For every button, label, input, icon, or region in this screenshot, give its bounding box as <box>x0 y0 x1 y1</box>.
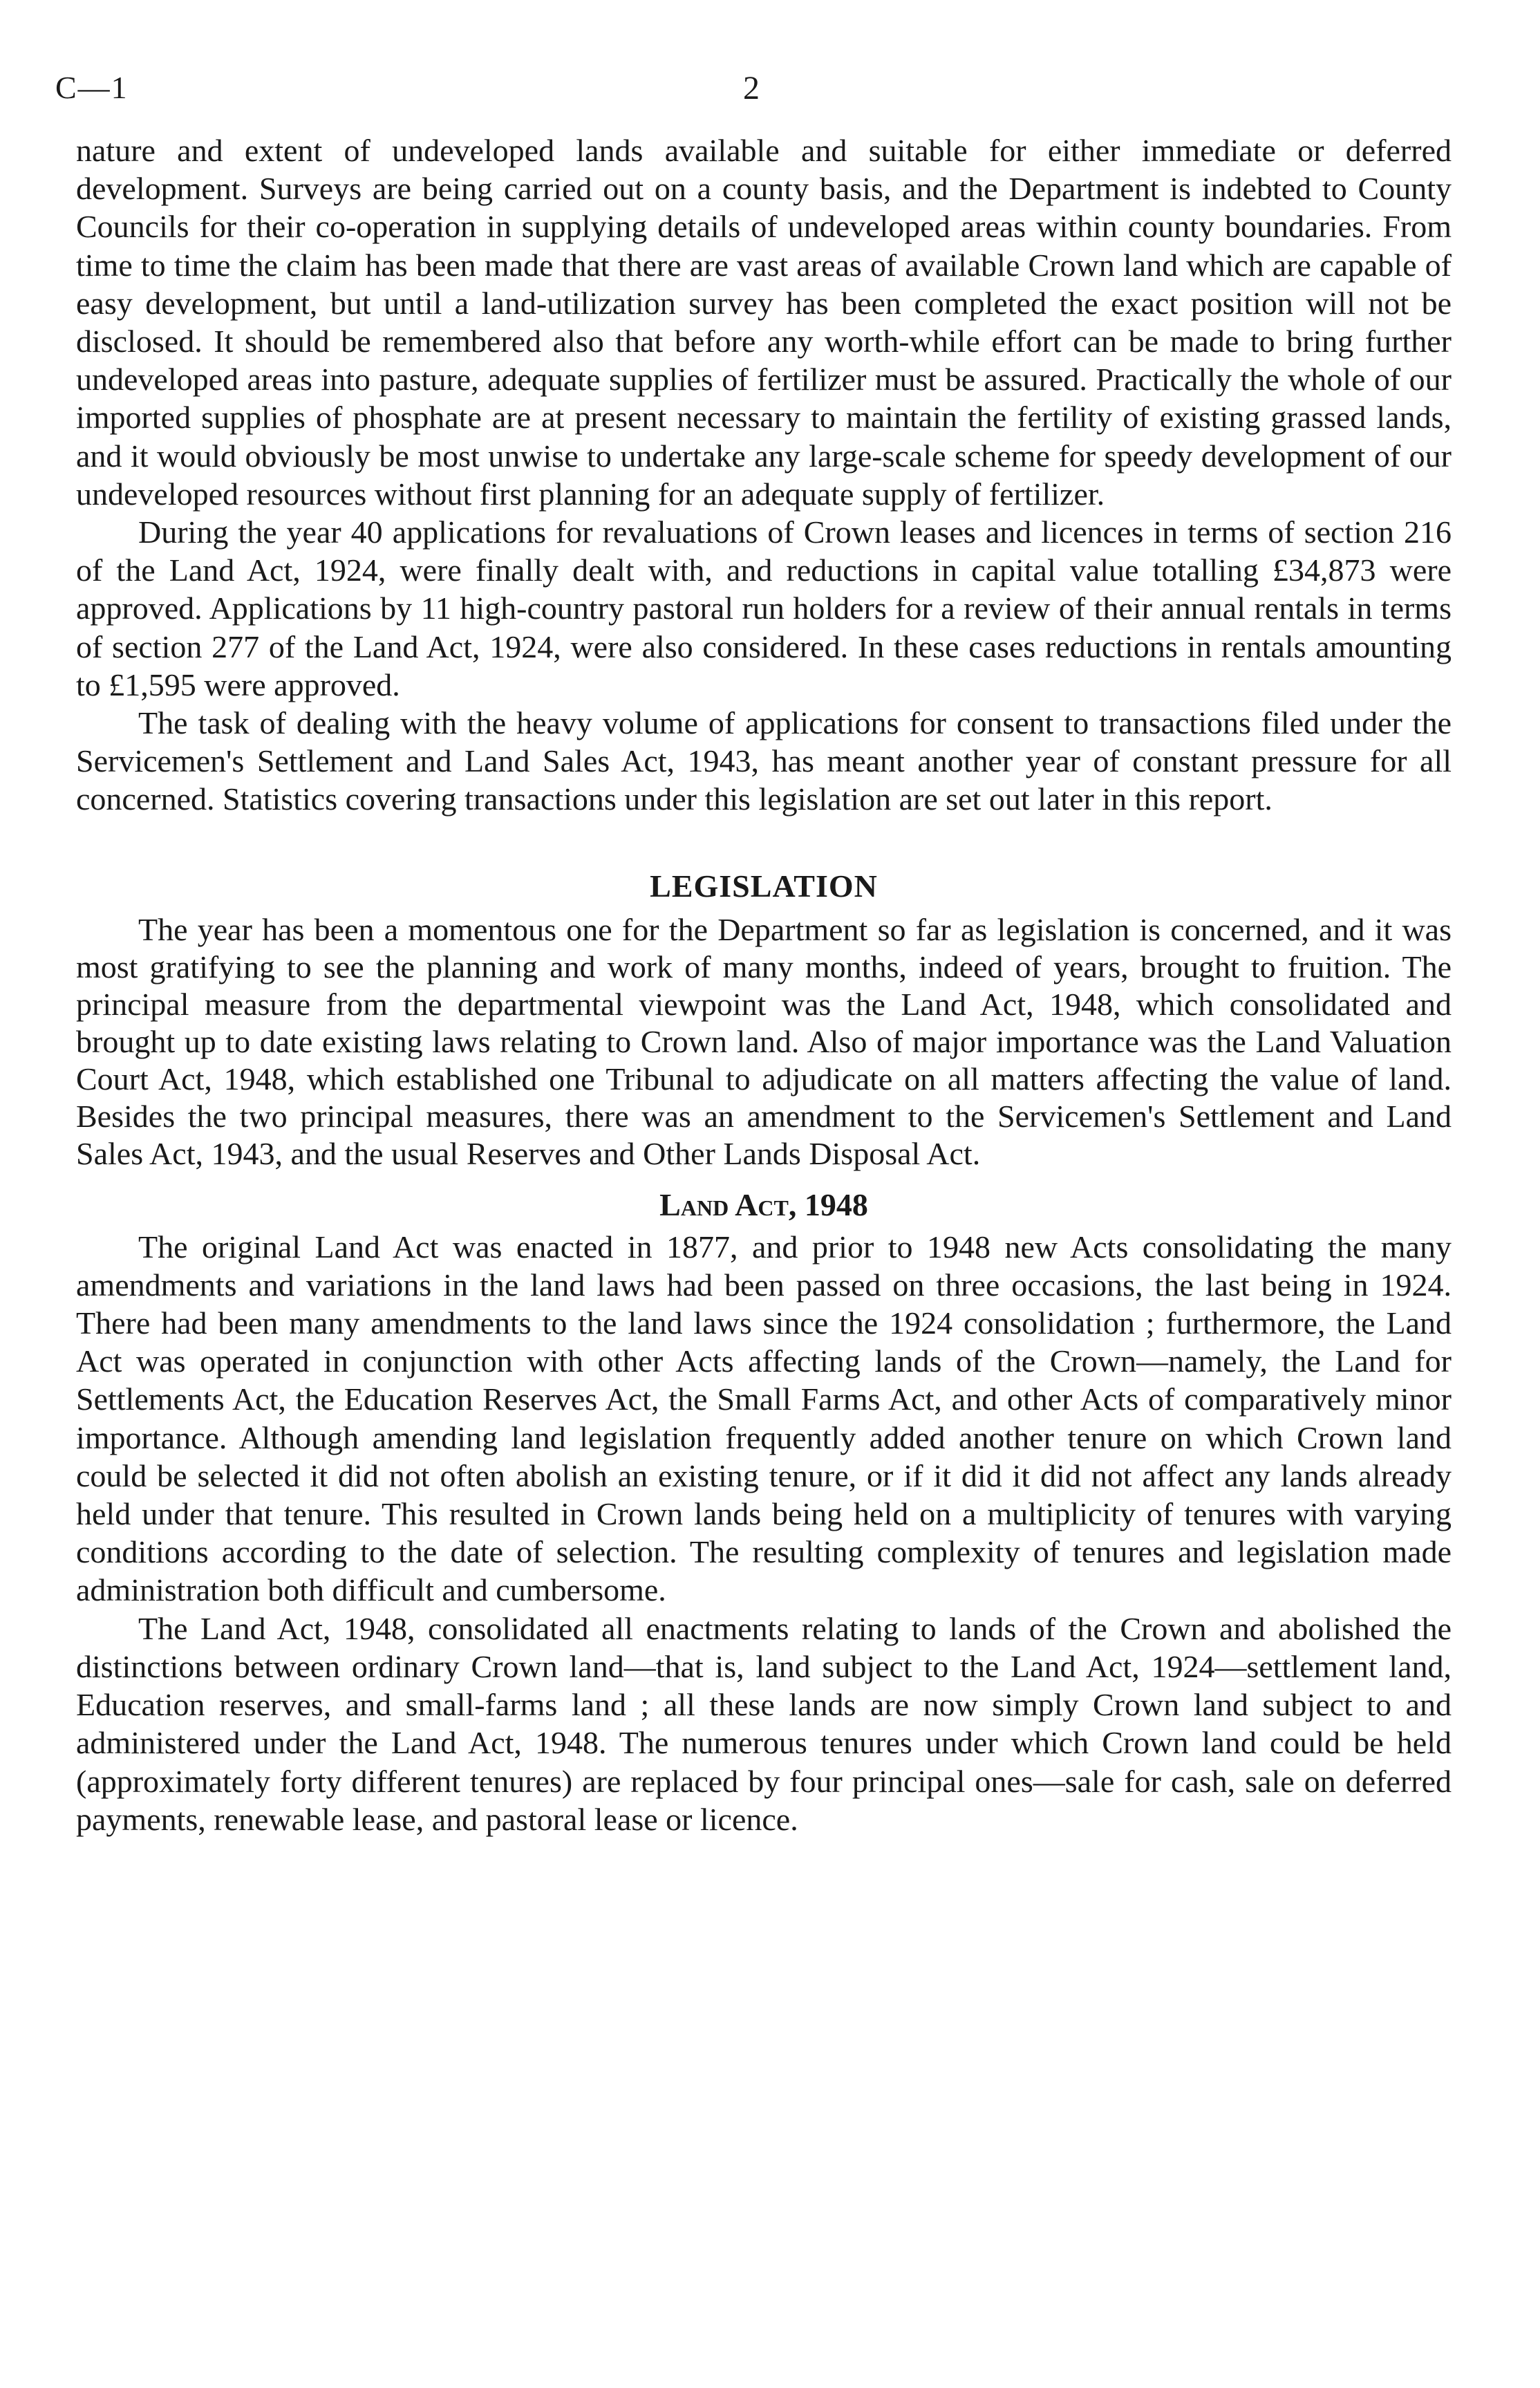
legislation-paragraph: The year has been a momentous one for the Department so far as legislation is concerned, and it was most gratifying to see the planning and work of many months, indeed of years, brought to fruition. The principal measure from the departmental viewpoint was the Land Act, 1948, which consolidated and brought up to date existing laws relating to Crown land. Also of major importance was the Land Valuation Court Act, 1948, which established one Tribunal to adjudicate on all matters affecting the value of land. Besides the two principal measures, there was an amendment to the Servicemen's Settlement and Land Sales Act, 1943, and the usual Reserves and Other Lands Disposal Act. <box>76 911 1452 1171</box>
document-page <box>55 69 1452 1838</box>
land-act-heading: Land Act, 1948 <box>659 1186 868 1222</box>
document-code: C—1 <box>55 70 129 105</box>
page-header <box>55 69 1452 131</box>
page-number: 2 <box>743 70 760 106</box>
land-act-paragraph-2: The Land Act, 1948, consolidated all enactments relating to lands of the Crown and abolished the distinctions between ordinary Crown land—that is, land subject to the Land Act, 1924—settlement land, Education reserves, and small-farms land ; all these lands are now simply Crown land subject to and administered under the Land Act, 1948. The numerous tenures under which Crown land could be held (approximately forty different tenures) are replaced by four principal ones—sale for cash, sale on deferred payments, renewable lease, and pastoral lease or licence. <box>76 1610 1452 1837</box>
land-act-paragraph-1: The original Land Act was enacted in 1877, and prior to 1948 new Acts consolidating the many amendments and variations in the land laws had been passed on three occasions, the last being in 1924. There had been many amendments to the land laws since the 1924 consolidation ; furthermore, the Land Act was operated in conjunction with other Acts affecting lands of the Crown—namely, the Land for Settlements Act, the Education Reserves Act, the Small Farms Act, and other Acts of comparatively minor importance. Although amending land legislation frequently added another tenure on which Crown land could be selected it did not often abolish an existing tenure, or if it did it did not affect any lands already held under that tenure. This resulted in Crown lands being held on a multiplicity of tenures with varying conditions according to the date of selection. The resulting complexity of tenures and legislation made administration both difficult and cumbersome. <box>76 1229 1452 1608</box>
intro-paragraph: nature and extent of undeveloped lands available and suitable for either immediate or deferred development. Surveys are being carried out on a county basis, and the Department is indebted to County Councils for their co-operation in supplying details of undeveloped areas within county boundaries. From time to time the claim has been made that there are vast areas of available Crown land which are capable of easy development, but until a land-utilization survey has been completed the exact position will not be disclosed. It should be remembered also that before any worth-while effort can be made to bring further undeveloped areas into pasture, adequate supplies of fertilizer must be assured. Practically the whole of our imported supplies of phosphate are at present necessary to maintain the fertility of existing grassed lands, and it would obviously be most unwise to undertake any large-scale scheme for speedy development of our undeveloped resources without first planning for an adequate supply of fertilizer. <box>76 133 1452 512</box>
revaluations-paragraph: During the year 40 applications for revaluations of Crown leases and licences in terms of section 216 of the Land Act, 1924, were finally dealt with, and reductions in capital value totalling £34,873 were approved. Applications by 11 high-country pastoral run holders for a review of their annual rentals in terms of section 277 of the Land Act, 1924, were also considered. In these cases reductions in rentals amounting to £1,595 were approved. <box>76 514 1452 702</box>
spacer <box>76 819 1452 849</box>
spacer <box>76 1173 1452 1182</box>
legislation-heading: LEGISLATION <box>650 868 878 904</box>
transactions-paragraph: The task of dealing with the heavy volume of applications for consent to transactions filed under the Servicemen's Settlement and Land Sales Act, 1943, has meant another year of constant pressure for all concerned. Statistics covering transactions under this legislation are set out later in this report. <box>76 705 1452 817</box>
